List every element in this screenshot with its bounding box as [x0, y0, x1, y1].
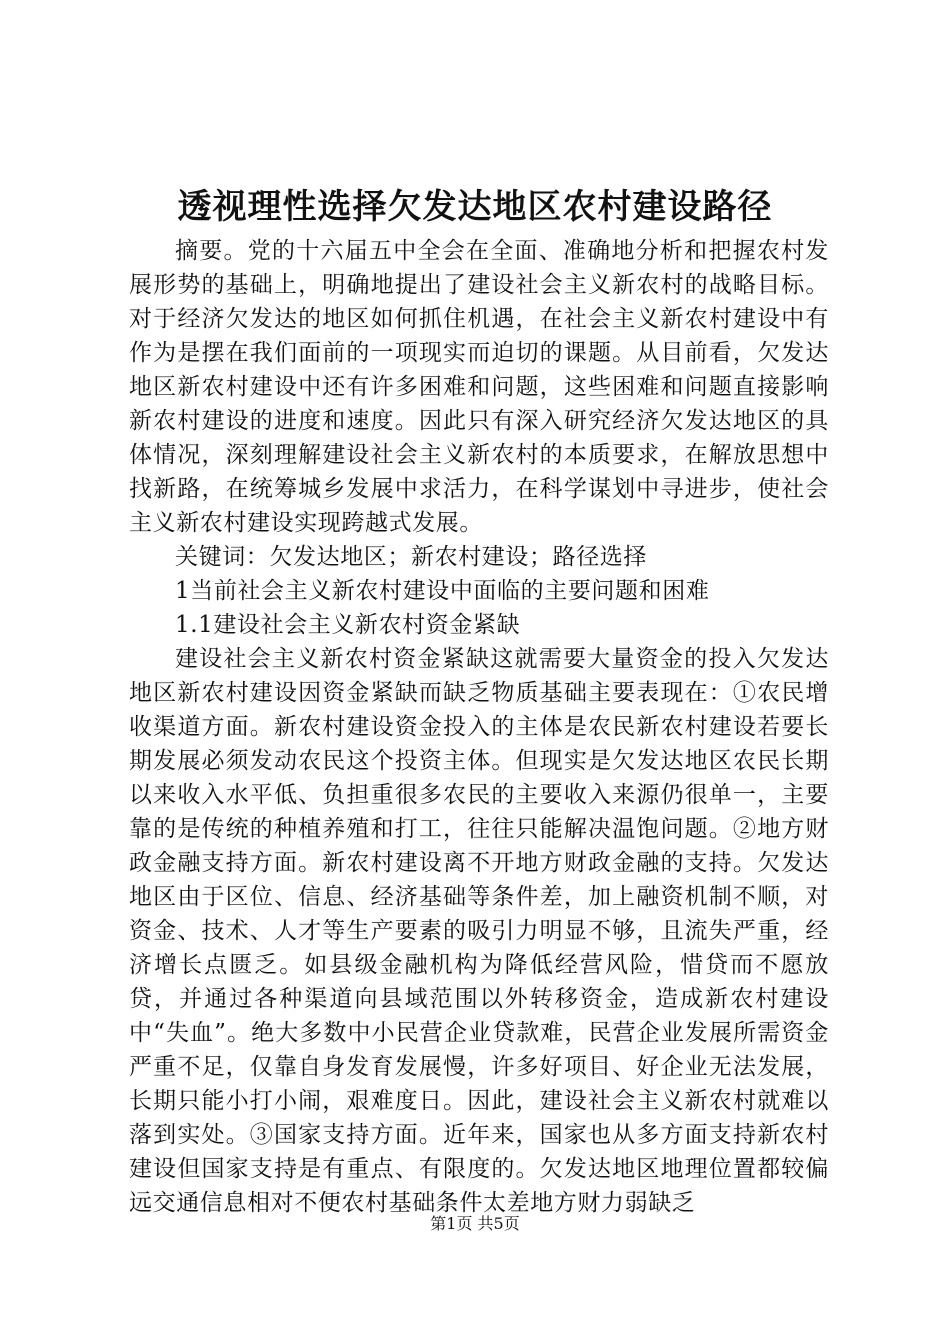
body-paragraph: 建设社会主义新农村资金紧缺这就需要大量资金的投入欠发达地区新农村建设因资金紧缺而缺乏物质基础主要表现在：①农民增收渠道方面。新农村建设资金投入的主体是农民新农村建设若要长期发展必须发动农民这个投资主体。但现实是欠发达地区农民长期以来收入水平低、负担重很多农民的主要收入来源仍很单一，主要靠的是传统的种植养殖和打工，往往只能解决温饱问题。②地方财政金融支持方面。新农村建设离不开地方财政金融的支持。欠发达地区由于区位、信息、经济基础等条件差，加上融资机制不顺，对资金、技术、人才等生产要素的吸引力明显不够，且流失严重，经济增长点匮乏。如县级金融机构为降低经营风险，惜贷而不愿放贷，并通过各种渠道向县域范围以外转移资金，造成新农村建设中“失血”。绝大多数中小民营企业贷款难，民营企业发展所需资金严重不足，仅靠自身发育发展慢，许多好项目、好企业无法发展，长期只能小打小闹，艰难度日。因此，建设社会主义新农村就难以落到实处。③国家支持方面。近年来，国家也从多方面支持新农村建设但国家支持是有重点、有限度的。欠发达地区地理位置都较偏远交通信息相对不便农村基础条件太差地方财力弱缺乏	[129, 646, 829, 1216]
document-body	[129, 234, 829, 1220]
subsection-heading: 1.1建设社会主义新农村资金紧缺	[175, 612, 521, 638]
abstract-paragraph: 摘要。党的十六届五中全会在全面、准确地分析和把握农村发展形势的基础上，明确地提出了建设社会主义新农村的战略目标。对于经济欠发达的地区如何抓住机遇，在社会主义新农村建设中有作为是摆在我们面前的一项现实而迫切的课题。从目前看，欠发达地区新农村建设中还有许多困难和问题，这些困难和问题直接影响新农村建设的进度和速度。因此只有深入研究经济欠发达地区的具体情况，深刻理解建设社会主义新农村的本质要求，在解放思想中找新路，在统筹城乡发展中求活力，在科学谋划中寻进步，使社会主义新农村建设实现跨越式发展。	[129, 238, 829, 536]
section-heading: 1当前社会主义新农村建设中面临的主要问题和困难	[175, 578, 710, 604]
keywords-paragraph: 关键词：欠发达地区；新农村建设；路径选择	[175, 544, 647, 570]
document-title: 透视理性选择欠发达地区农村建设路径	[177, 187, 773, 227]
page-number-footer: 第1页 共5页	[430, 1214, 520, 1233]
